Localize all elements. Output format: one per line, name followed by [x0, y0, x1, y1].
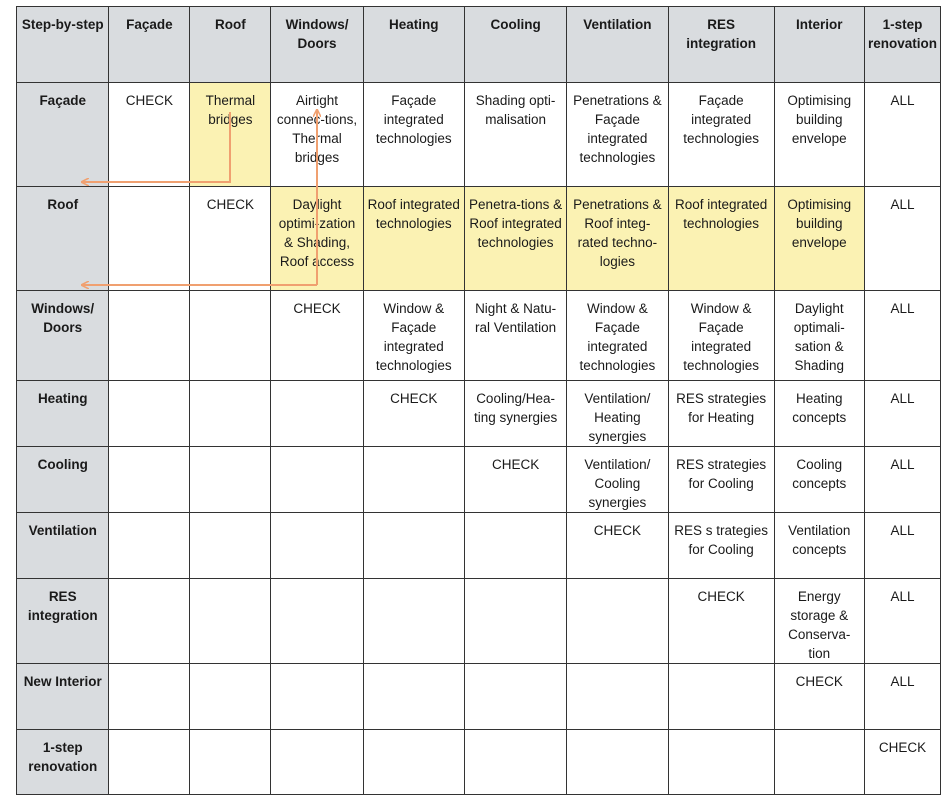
- matrix-cell: [567, 730, 668, 795]
- matrix-cell: [567, 579, 668, 664]
- matrix-cell: Cooling concepts: [774, 447, 864, 513]
- column-header: RES integration: [668, 7, 774, 83]
- table-row: [17, 187, 941, 291]
- renovation-matrix-table: [16, 6, 941, 795]
- table-row: [17, 579, 941, 664]
- column-header: Façade: [109, 7, 190, 83]
- column-header: Interior: [774, 7, 864, 83]
- matrix-cell: [464, 730, 566, 795]
- matrix-cell: RES strategies for Cooling: [668, 447, 774, 513]
- matrix-cell: RES strategies for Heating: [668, 381, 774, 447]
- table-row: [17, 513, 941, 579]
- matrix-cell: ALL: [864, 187, 940, 291]
- matrix-cell: [271, 447, 363, 513]
- matrix-cell: ALL: [864, 447, 940, 513]
- matrix-cell: [774, 730, 864, 795]
- matrix-cell: [271, 381, 363, 447]
- matrix-cell: [271, 579, 363, 664]
- matrix-cell: CHECK: [774, 664, 864, 730]
- row-header: Façade: [17, 83, 109, 187]
- matrix-cell: [109, 291, 190, 381]
- column-header: Roof: [190, 7, 271, 83]
- matrix-cell: CHECK: [567, 513, 668, 579]
- matrix-cell: Energy storage & Conserva-tion: [774, 579, 864, 664]
- matrix-cell: [109, 381, 190, 447]
- matrix-cell: CHECK: [190, 187, 271, 291]
- matrix-cell: Ventilation/ Cooling synergies: [567, 447, 668, 513]
- matrix-cell: CHECK: [271, 291, 363, 381]
- row-header: New Interior: [17, 664, 109, 730]
- matrix-cell: [190, 291, 271, 381]
- matrix-cell: [363, 730, 464, 795]
- table-row: [17, 447, 941, 513]
- matrix-cell: Heating concepts: [774, 381, 864, 447]
- column-header: 1-step renovation: [864, 7, 940, 83]
- matrix-cell: Night & Natu-ral Ventilation: [464, 291, 566, 381]
- matrix-cell: Façade integrated technologies: [668, 83, 774, 187]
- matrix-cell: ALL: [864, 381, 940, 447]
- table-row: [17, 291, 941, 381]
- matrix-cell: [190, 730, 271, 795]
- matrix-cell: [668, 730, 774, 795]
- row-header: Heating: [17, 381, 109, 447]
- matrix-cell: Window & Façade integrated technologies: [567, 291, 668, 381]
- matrix-cell: [464, 579, 566, 664]
- row-header: 1-step renovation: [17, 730, 109, 795]
- matrix-cell: ALL: [864, 664, 940, 730]
- matrix-cell: Optimising building envelope: [774, 187, 864, 291]
- matrix-cell: [567, 664, 668, 730]
- matrix-cell: ALL: [864, 513, 940, 579]
- matrix-cell: [190, 381, 271, 447]
- matrix-cell: [109, 187, 190, 291]
- row-header: Windows/ Doors: [17, 291, 109, 381]
- matrix-cell: Daylight optimi-zation & Shading, Roof access: [271, 187, 363, 291]
- matrix-cell: CHECK: [109, 83, 190, 187]
- matrix-cell: Optimising building envelope: [774, 83, 864, 187]
- column-header: Step-by-step: [17, 7, 109, 83]
- matrix-cell: [109, 664, 190, 730]
- table-row: [17, 83, 941, 187]
- table-row: [17, 664, 941, 730]
- matrix-cell: Ventilation/ Heating synergies: [567, 381, 668, 447]
- header-row: [17, 7, 941, 83]
- matrix-cell: [271, 513, 363, 579]
- matrix-cell: [271, 730, 363, 795]
- matrix-cell: Cooling/Hea-ting synergies: [464, 381, 566, 447]
- matrix-cell: ALL: [864, 579, 940, 664]
- matrix-cell: Penetrations & Façade integrated technologies: [567, 83, 668, 187]
- column-header: Heating: [363, 7, 464, 83]
- matrix-cell: Window & Façade integrated technologies: [363, 291, 464, 381]
- matrix-cell: Roof integrated technologies: [668, 187, 774, 291]
- matrix-cell: Roof integrated technologies: [363, 187, 464, 291]
- matrix-cell: Thermal bridges: [190, 83, 271, 187]
- matrix-body: [17, 83, 941, 795]
- matrix-cell: [190, 664, 271, 730]
- matrix-cell: [109, 579, 190, 664]
- matrix-cell: Window & Façade integrated technologies: [668, 291, 774, 381]
- matrix-cell: [363, 664, 464, 730]
- matrix-cell: [464, 513, 566, 579]
- row-header: Ventilation: [17, 513, 109, 579]
- matrix-cell: Penetra-tions & Roof integrated technologies: [464, 187, 566, 291]
- matrix-cell: Daylight optimali-sation & Shading: [774, 291, 864, 381]
- matrix-cell: Shading opti-malisation: [464, 83, 566, 187]
- matrix-cell: RES s trategies for Cooling: [668, 513, 774, 579]
- row-header: RES integration: [17, 579, 109, 664]
- matrix-cell: Airtight connec-tions, Thermal bridges: [271, 83, 363, 187]
- matrix-cell: CHECK: [363, 381, 464, 447]
- matrix-cell: [363, 447, 464, 513]
- matrix-cell: Penetrations & Roof integ-rated techno-logies: [567, 187, 668, 291]
- matrix-cell: [190, 447, 271, 513]
- row-header: Cooling: [17, 447, 109, 513]
- matrix-cell: [464, 664, 566, 730]
- matrix-cell: [190, 513, 271, 579]
- matrix-cell: Façade integrated technologies: [363, 83, 464, 187]
- matrix-cell: [668, 664, 774, 730]
- matrix-cell: ALL: [864, 291, 940, 381]
- matrix-cell: ALL: [864, 83, 940, 187]
- row-header: Roof: [17, 187, 109, 291]
- matrix-cell: CHECK: [464, 447, 566, 513]
- matrix-cell: Ventilation concepts: [774, 513, 864, 579]
- matrix-cell: [190, 579, 271, 664]
- matrix-cell: [363, 579, 464, 664]
- matrix-cell: [109, 730, 190, 795]
- matrix-cell: CHECK: [864, 730, 940, 795]
- matrix-cell: [363, 513, 464, 579]
- matrix-cell: [109, 513, 190, 579]
- matrix-cell: [109, 447, 190, 513]
- table-row: [17, 381, 941, 447]
- column-header: Cooling: [464, 7, 566, 83]
- column-header: Ventilation: [567, 7, 668, 83]
- column-header: Windows/ Doors: [271, 7, 363, 83]
- table-row: [17, 730, 941, 795]
- matrix-cell: [271, 664, 363, 730]
- matrix-cell: CHECK: [668, 579, 774, 664]
